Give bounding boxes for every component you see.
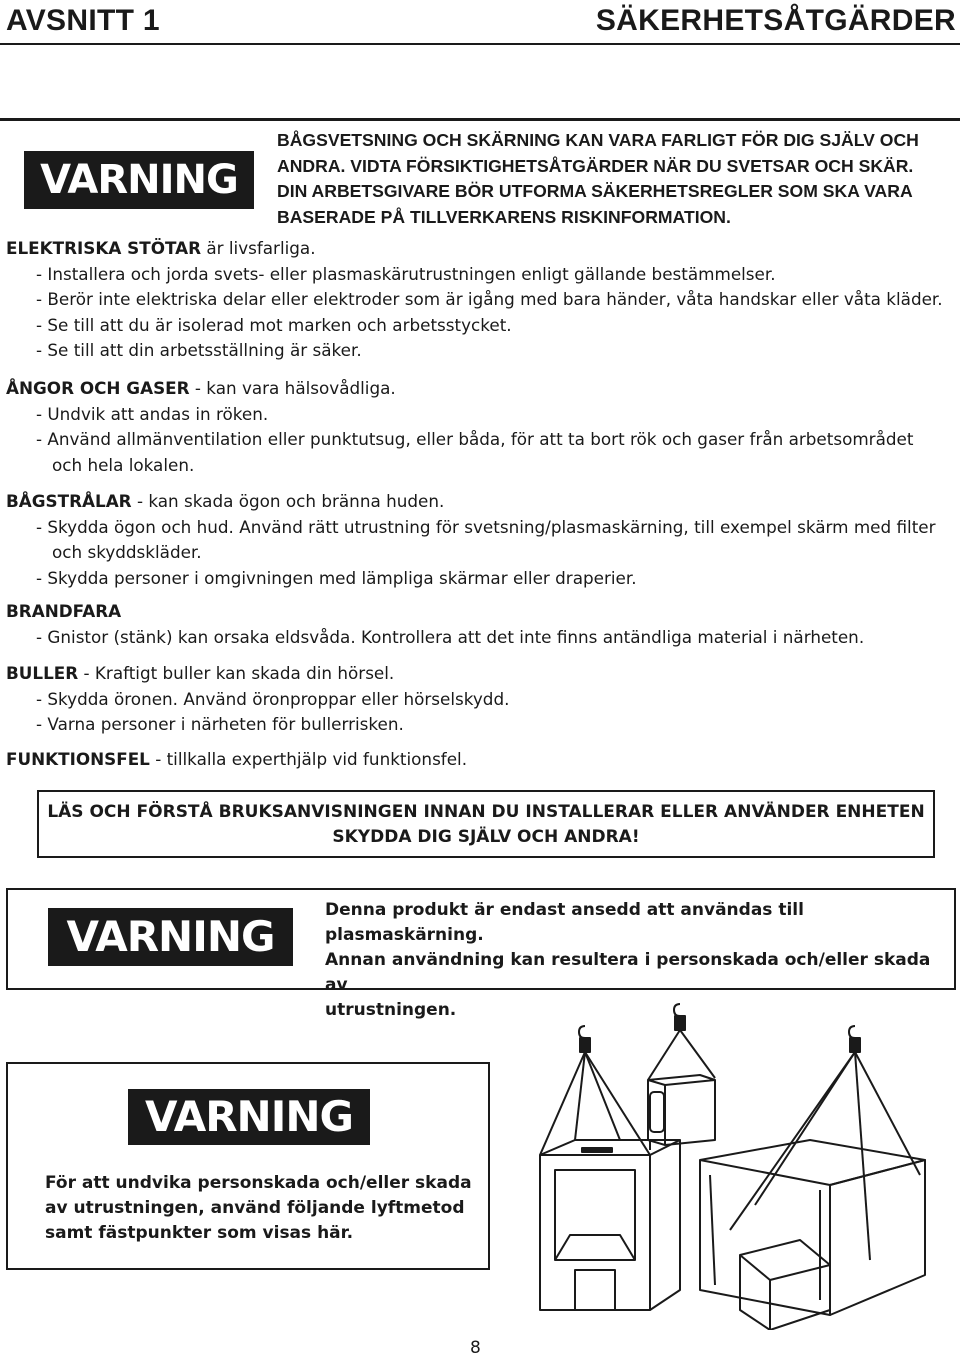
list-item: - Undvik att andas in röken. — [36, 403, 269, 424]
section-intro: är livsfarliga. — [201, 238, 316, 258]
fire-section — [6, 599, 864, 650]
warning-line: DIN ARBETSGIVARE BÖR UTFORMA SÄKERHETSREGLER SOM SKA VARA — [277, 181, 913, 201]
header-divider — [0, 43, 960, 45]
lift-warning-text — [45, 1171, 475, 1246]
warning-line: BASERADE PÅ TILLVERKARENS RISKINFORMATION. — [277, 206, 731, 227]
section-heading: FUNKTIONSFEL — [6, 749, 150, 769]
product-warning-line: Denna produkt är endast ansedd att användas till plasmaskärning. — [325, 900, 804, 945]
malfunction-section — [6, 747, 467, 773]
section-heading: BÅGSTRÅLAR — [6, 491, 132, 511]
list-item: - Skydda öronen. Använd öronproppar eller hörselskydd. — [36, 688, 510, 709]
list-item-continuation: och hela lokalen. — [52, 454, 195, 475]
read-manual-line: SKYDDA DIG SJÄLV OCH ANDRA! — [332, 827, 640, 847]
warning-label: VARNING — [24, 151, 254, 209]
read-manual-box — [37, 790, 935, 858]
list-item: - Skydda personer i omgivningen med lämpliga skärmar eller draperier. — [36, 567, 637, 588]
section-heading: BULLER — [6, 663, 79, 683]
read-manual-line: LÄS OCH FÖRSTÅ BRUKSANVISNINGEN INNAN DU INSTALLERAR ELLER ANVÄNDER ENHETEN — [47, 802, 925, 822]
warning-line: BÅGSVETSNING OCH SKÄRNING KAN VARA FARLIGT FÖR DIG SJÄLV OCH — [277, 130, 919, 150]
warning-label: VARNING — [48, 908, 293, 966]
warning-line: ANDRA. VIDTA FÖRSIKTIGHETSÅTGÄRDER NÄR DU SVETSAR OCH SKÄR. — [277, 155, 914, 176]
section-intro: - Kraftigt buller kan skada din hörsel. — [78, 663, 395, 683]
lift-warning-line: samt fästpunkter som visas här. — [45, 1223, 354, 1243]
product-warning-line: Annan användning kan resultera i personskada och/eller skada av — [325, 950, 931, 995]
section-title: SÄKERHETSÅTGÄRDER — [595, 4, 956, 37]
page-number: 8 — [470, 1338, 481, 1358]
lifting-illustration — [500, 1000, 960, 1330]
lift-warning-line: För att undvika personskada och/eller skada — [45, 1173, 472, 1193]
list-item: - Se till att din arbetsställning är säker. — [36, 340, 362, 361]
list-item: - Gnistor (stänk) kan orsaka eldsvåda. Kontrollera att det inte finns antändliga material i närheten. — [36, 626, 865, 647]
section-heading: BRANDFARA — [6, 601, 122, 621]
section-heading: ELEKTRISKA STÖTAR — [6, 238, 202, 258]
section-intro: - tillkalla experthjälp vid funktionsfel. — [149, 749, 468, 769]
electric-section — [6, 236, 943, 364]
list-item: - Installera och jorda svets- eller plasmaskärutrustningen enligt gällande bestämmelser. — [36, 263, 776, 284]
section-intro: - kan vara hälsovådliga. — [189, 378, 396, 398]
product-warning-line: utrustningen. — [325, 1000, 457, 1020]
hook-icon — [579, 1026, 585, 1038]
noise-section — [6, 661, 509, 738]
warning-label: VARNING — [128, 1089, 370, 1145]
list-item: - Använd allmänventilation eller punktutsug, eller båda, för att ta bort rök och gaser från arbetsområdet — [36, 429, 914, 450]
list-item: - Skydda ögon och hud. Använd rätt utrustning för svetsning/plasmaskärning, till exempel skärm med filter — [36, 516, 936, 537]
section-heading: ÅNGOR OCH GASER — [6, 378, 190, 398]
list-item: - Se till att du är isolerad mot marken och arbetsstycket. — [36, 314, 512, 335]
list-item-continuation: och skyddskläder. — [52, 542, 202, 563]
fumes-section — [6, 376, 913, 478]
section-header: AVSNITT 1 — [6, 4, 160, 37]
lift-warning-line: av utrustningen, använd följande lyftmetod — [45, 1198, 465, 1218]
section-intro: - kan skada ögon och bränna huden. — [131, 491, 445, 511]
list-item: - Berör inte elektriska delar eller elektroder som är igång med bara händer, våta handskar eller våta kläder. — [36, 289, 943, 310]
arc-section — [6, 489, 936, 591]
list-item: - Varna personer i närheten för bullerrisken. — [36, 714, 404, 735]
warning-divider — [0, 118, 960, 121]
warning-text — [277, 128, 952, 230]
